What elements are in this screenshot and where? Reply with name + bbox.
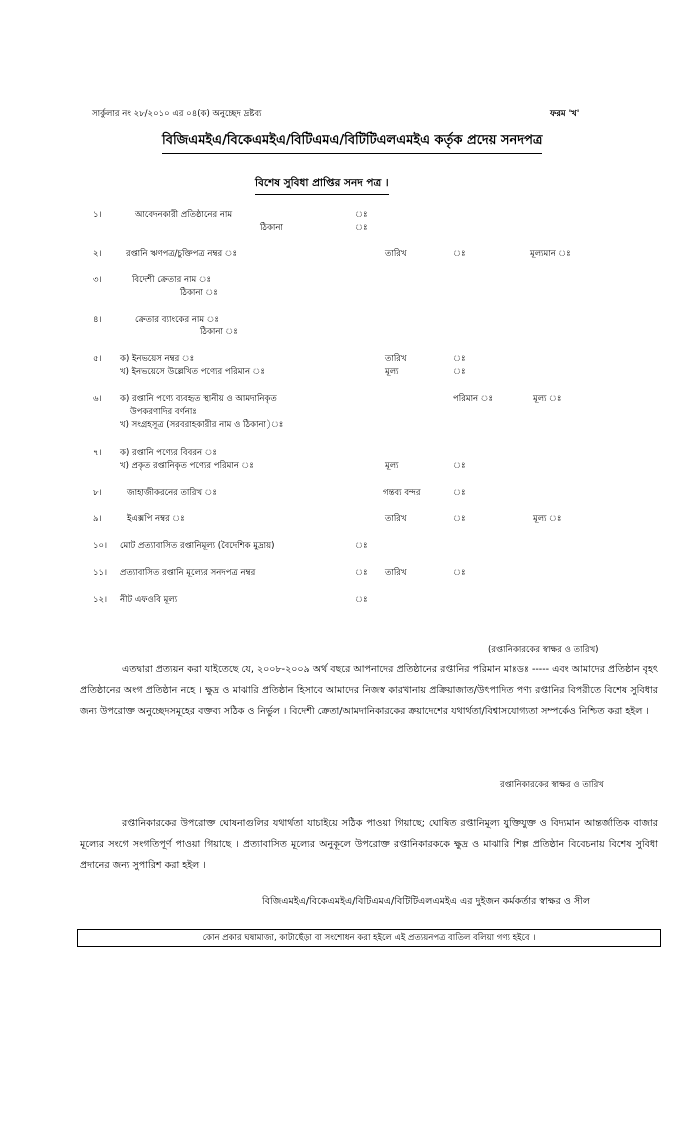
footer-note-box (77, 929, 661, 947)
item-number: ১। (93, 210, 102, 220)
exp-price-label: মূল্য ঃ (533, 514, 562, 524)
item-number: ১২। (93, 595, 108, 605)
colon: ঃ (355, 568, 368, 578)
materials-quantity-label: পরিমান ঃ (453, 394, 493, 404)
buyer-address-label: ঠিকানা ঃ (180, 288, 218, 298)
net-fob-value-label: নীট এফওবি মূল্য (120, 595, 178, 605)
buyer-name-label: বিদেশী ক্রেতার নাম ঃ (132, 275, 212, 285)
exporter-signature-label: (রপ্তানিকারকের স্বাক্ষর ও তারিখ) (488, 645, 599, 655)
item-number: ৭। (93, 448, 102, 458)
colon: ঃ (453, 249, 466, 259)
invoice-quantity-label: খ) ইনভয়েসে উল্লেখিত পণ্যের পরিমান ঃ (120, 367, 265, 377)
item-number: ১০। (93, 541, 108, 551)
lc-date-label: তারিখ (385, 249, 407, 259)
destination-port-label: গন্তব্য বন্দর (383, 488, 421, 498)
applicant-name-label: আবেদনকারী প্রতিষ্ঠানের নাম (135, 210, 233, 220)
lc-number-label: রপ্তানি ঋণপত্র/চুক্তিপত্র নম্বর ঃ (126, 249, 237, 259)
invoice-date-label: তারিখ (385, 354, 407, 364)
item-number: ৪। (93, 315, 102, 325)
shipment-date-label: জাহাজীকরনের তারিখ ঃ (127, 488, 217, 498)
colon: ঃ (355, 210, 368, 220)
officials-signature-label: বিজিএমইএ/বিকেএমইএ/বিটিএমএ/বিটিটিএলএমইএ এর দুইজন কর্মকর্তার স্বাক্ষর ও সীল (262, 896, 590, 907)
colon: ঃ (453, 461, 466, 471)
exp-date-label: তারিখ (385, 514, 407, 524)
item-number: ৩। (93, 275, 102, 285)
form-label: ফরম 'খ' (550, 109, 580, 119)
buyer-bank-label: ক্রেতার ব্যাংকের নাম ঃ (135, 315, 219, 325)
document-title: বিজিএমইএ/বিকেএমইএ/বিটিএমএ/বিটিটিএলএমইএ কর্তৃক প্রদেয় সনদপত্র (162, 131, 542, 154)
export-price-label: মূল্য (385, 461, 399, 471)
exported-quantity-label: খ) প্রকৃত রপ্তানিকৃত পণ্যের পরিমান ঃ (120, 461, 254, 471)
item-number: ৫। (93, 354, 102, 364)
item-number: ৮। (93, 488, 102, 498)
colon: ঃ (355, 541, 368, 551)
materials-description-label-cont: উপকরণাদির বর্ণনাঃ (130, 407, 197, 417)
total-repatriated-value-label: মোট প্রত্যাবাসিত রপ্তানিমূল্য (বৈদেশিক মুদ্রায়) (120, 541, 275, 551)
export-goods-description-label: ক) রপ্তানি পণ্যের বিবরন ঃ (120, 448, 217, 458)
materials-description-label: ক) রপ্তানি পণ্যে ব্যবহৃত স্থানীয় ও আমদানিকৃত (120, 394, 277, 404)
bank-address-label: ঠিকানা ঃ (200, 327, 238, 337)
circular-reference: সার্কুলার নং ২৮/২০১০ এর ০৪(ক) অনুচ্ছেদ দ্রষ্টব্য (92, 109, 262, 119)
document-subtitle: বিশেষ সুবিধা প্রাপ্তির সনদ পত্র । (255, 176, 389, 195)
supplier-source-label: খ) সংগ্রহসূত্র (সরবরাহকারীর নাম ও ঠিকানা)ঃ (120, 420, 284, 430)
invoice-number-label: ক) ইনভয়েস নম্বর ঃ (120, 354, 195, 364)
colon: ঃ (355, 595, 368, 605)
lc-value-label: মূল্যমান ঃ (530, 249, 571, 259)
item-number: ৯। (93, 514, 102, 524)
footer-note: কোন প্রকার ঘষামাজা, কাটাছেঁড়া বা সংশোধন করা হইলে এই প্রত্যয়নপত্র বাতিল বলিয়া গণ্য হইবে । (202, 933, 536, 943)
invoice-price-label: মূল্য (385, 367, 399, 377)
verification-paragraph: রপ্তানিকারকের উপরোক্ত ঘোষনাগুলির যথার্থতা যাচাইয়ে সঠিক পাওয়া গিয়াছে; ঘোষিত রপ্তানিমূল্য যুক্তিযুক্ত ও বিদ্যমান আন্তর্জাতিক বাজার মূল্যের সংগে সংগতিপূর্ণ পাওয়া গিয়াছে । প্রত্যাবাসিত মূল্যের অনুকূলে উপরোক্ত রপ্তানিকারককে ক্ষুদ্র ও মাঝারি শিল্প প্রতিষ্ঠান বিবেচনায় বিশেষ সুবিধা প্রদানের জন্য সুপারিশ করা হইল । (80, 818, 658, 871)
item-number: ২। (93, 249, 102, 259)
colon: ঃ (453, 354, 466, 364)
item-number: ৬। (93, 394, 102, 404)
colon: ঃ (453, 514, 466, 524)
applicant-address-label: ঠিকানা (260, 223, 283, 233)
materials-price-label: মূল্য ঃ (533, 394, 562, 404)
item-number: ১১। (93, 568, 108, 578)
colon: ঃ (453, 367, 466, 377)
declaration-paragraph: এতদ্বারা প্রত্যয়ন করা যাইতেছে যে, ২০০৮-২০০৯ অর্থ বছরে আপনাদের প্রতিষ্ঠানের রপ্তানির পরিমান মাঃডঃ ----- এবং আমাদের প্রতিষ্ঠান বৃহৎ প্রতিষ্ঠানের অংগ প্রতিষ্ঠান নহে । ক্ষুদ্র ও মাঝারি প্রতিষ্ঠান হিসাবে আমাদের নিজস্ব কারখানায় প্রক্রিয়াজাত/উৎপাদিত পণ্য রপ্তানির বিপরীতে বিশেষ সুবিধার জন্য উপরোক্ত অনুচ্ছেদসমূহের বক্তব্য সঠিক ও নির্ভুল । বিদেশী ক্রেতা/আমদানিকারকের ক্রয়াদেশের যথার্থতা/বিশ্বাসযোগ্যতা সম্পর্কেও নিশ্চিত করা হইল । (80, 664, 658, 717)
colon: ঃ (453, 568, 466, 578)
exp-number-label: ইএক্সপি নম্বর ঃ (127, 514, 185, 524)
exporter-signature-date-label: রপ্তানিকারকের স্বাক্ষর ও তারিখ (500, 780, 604, 790)
certificate-date-label: তারিখ (385, 568, 407, 578)
colon: ঃ (355, 223, 368, 233)
repatriation-certificate-number-label: প্রত্যাবাসিত রপ্তানি মূল্যের সনদপত্র নম্বর (120, 568, 256, 578)
colon: ঃ (453, 488, 466, 498)
